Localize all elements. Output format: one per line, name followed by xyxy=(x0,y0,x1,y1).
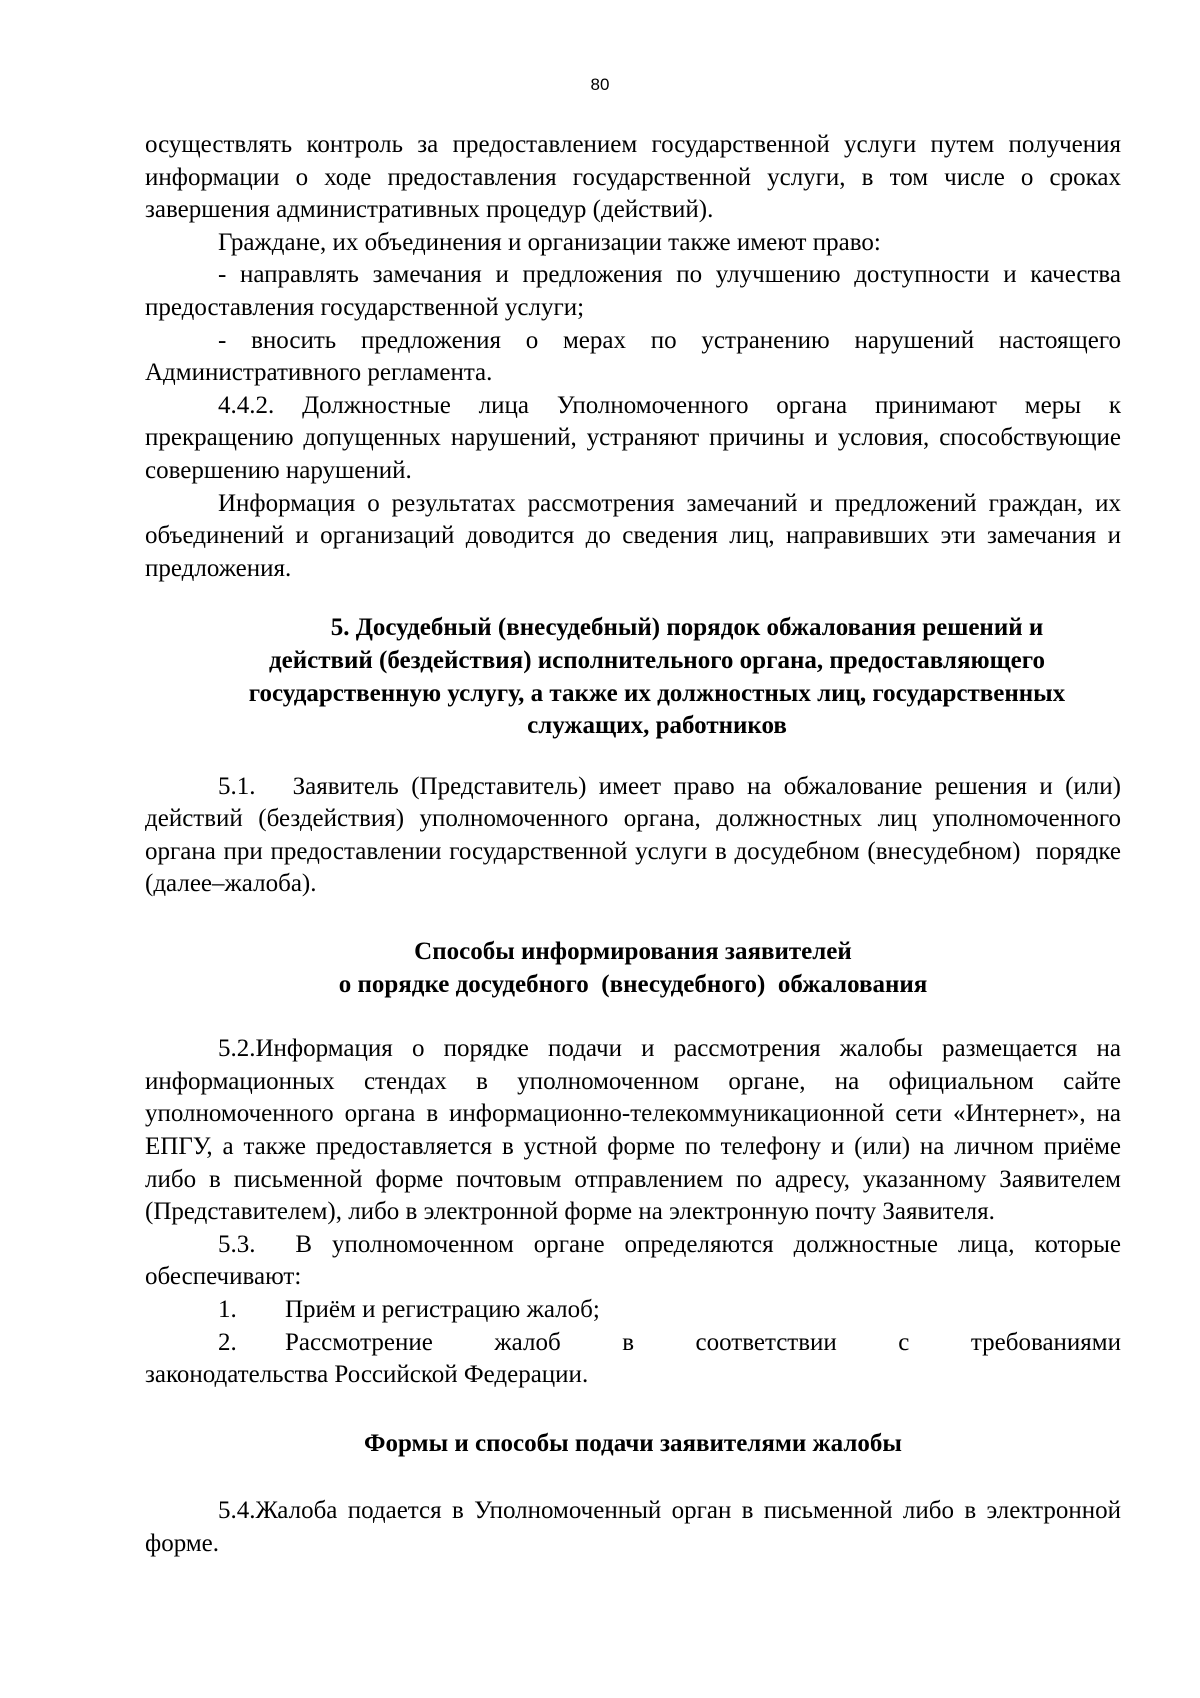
list-item-text: Рассмотрение жалоб в соответствии с требованиями xyxy=(285,1328,1121,1356)
list-item-continuation: законодательства Российской Федерации. xyxy=(145,1361,589,1389)
paragraph-5-2: 5.2.Информация о порядке подачи и рассмотрения жалобы размещается на информационных стендах в уполномоченном органе, на официальном сайте уполномоченного органа в информационно-телекоммуникационной сети «Интернет», на ЕПГУ, а также предоставляется в устной форме по телефону и (или) на личном приёме либо в письменной форме почтовым отправлением по адресу, указанному Заявителем (Представителем), либо в электронной форме на электронную почту Заявителя. xyxy=(145,1035,1121,1226)
section-5-heading xyxy=(145,612,1121,742)
paragraph-5-1: 5.1. Заявитель (Представитель) имеет право на обжалование решения и (или) действий (бездействия) уполномоченного органа, должностных лиц уполномоченного органа при предоставлении государственной услуги в досудебном (внесудебном) порядке (далее–жалоба). xyxy=(145,772,1134,898)
section-5-heading-line: действий (бездействия) исполнительного органа, предоставляющего xyxy=(268,646,1046,674)
list-item xyxy=(145,1294,1121,1327)
section-5-heading-line: служащих, работников xyxy=(527,712,787,740)
section-5-heading-line: государственную услугу, а также их должностных лиц, государственных xyxy=(248,679,1066,707)
informing-heading-line: о порядке досудебного (внесудебного) обжалования xyxy=(338,970,928,998)
page-number: 80 xyxy=(590,75,610,94)
document-body xyxy=(145,129,1134,1561)
list-item-number: 2. xyxy=(218,1328,237,1356)
list-item xyxy=(145,1327,1121,1360)
paragraph-5-4: 5.4.Жалоба подается в Уполномоченный орган в письменной либо в электронной форме. xyxy=(145,1497,1121,1557)
paragraph-5-3: 5.3. В уполномоченном органе определяются должностные лица, которые обеспечивают: xyxy=(145,1230,1128,1291)
paragraph-citizens-rights: Граждане, их объединения и организации также имеют право: xyxy=(218,228,881,256)
informing-heading-line: Способы информирования заявителей xyxy=(414,938,852,966)
section-5-heading-line: 5. Досудебный (внесудебный) порядок обжалования решений и xyxy=(330,614,1044,642)
paragraph-control: осуществлять контроль за предоставлением государственной услуги путем получения информации о ходе предоставления государственной услуги, в том числе о сроках завершения административных процедур (действий). xyxy=(145,131,1121,224)
complaint-forms-heading: Формы и способы подачи заявителями жалобы xyxy=(364,1429,902,1457)
paragraph-4-4-2: 4.4.2. Должностные лица Уполномоченного органа принимают меры к прекращению допущенных нарушений, устраняют причины и условия, способствующие совершению нарушений. xyxy=(145,391,1121,484)
paragraph-remarks: - направлять замечания и предложения по улучшению доступности и качества предоставления государственной услуги; xyxy=(145,261,1121,321)
list-item-text: Приём и регистрацию жалоб; xyxy=(285,1296,600,1323)
paragraph-results-info: Информация о результатах рассмотрения замечаний и предложений граждан, их объединений и организаций доводится до сведения лиц, направивших эти замечания и предложения. xyxy=(145,489,1121,582)
paragraph-proposals: - вносить предложения о мерах по устранению нарушений настоящего Административного регламента. xyxy=(145,326,1121,387)
informing-methods-heading xyxy=(145,936,1121,1001)
list-item-number: 1. xyxy=(218,1296,237,1323)
